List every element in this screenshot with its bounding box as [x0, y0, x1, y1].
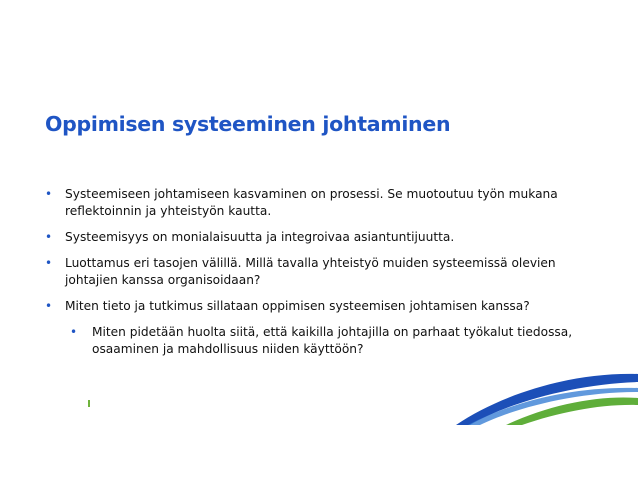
slide-title: Oppimisen systeeminen johtaminen — [45, 112, 451, 136]
bullet-text: Systeemisyys on monialaisuutta ja integroivaa asiantuntijuutta. — [65, 230, 455, 244]
swoosh-green-icon — [506, 397, 638, 425]
bullet-text: Systeemiseen johtamiseen kasvaminen on prosessi. Se muotoutuu työn mukana reflektoinnin ja yhteistyön kautta. — [65, 187, 558, 218]
bullet-text: Miten pidetään huolta siitä, että kaikilla johtajilla on parhaat työkalut tiedossa, osaaminen ja mahdollisuus niiden käyttöön? — [92, 325, 573, 356]
bullet-text: Miten tieto ja tutkimus sillataan oppimisen systeemisen johtamisen kanssa? — [65, 299, 530, 313]
bullet-text: Luottamus eri tasojen välillä. Millä tavalla yhteistyö muiden systeemissä olevien johtajien kanssa organisoidaan? — [65, 256, 556, 287]
bullet-icon: • — [45, 187, 53, 201]
bullet-icon: • — [45, 256, 53, 270]
bullet-icon: • — [45, 299, 53, 313]
bullet-icon: • — [45, 230, 53, 244]
bullet-icon: • — [70, 325, 78, 339]
